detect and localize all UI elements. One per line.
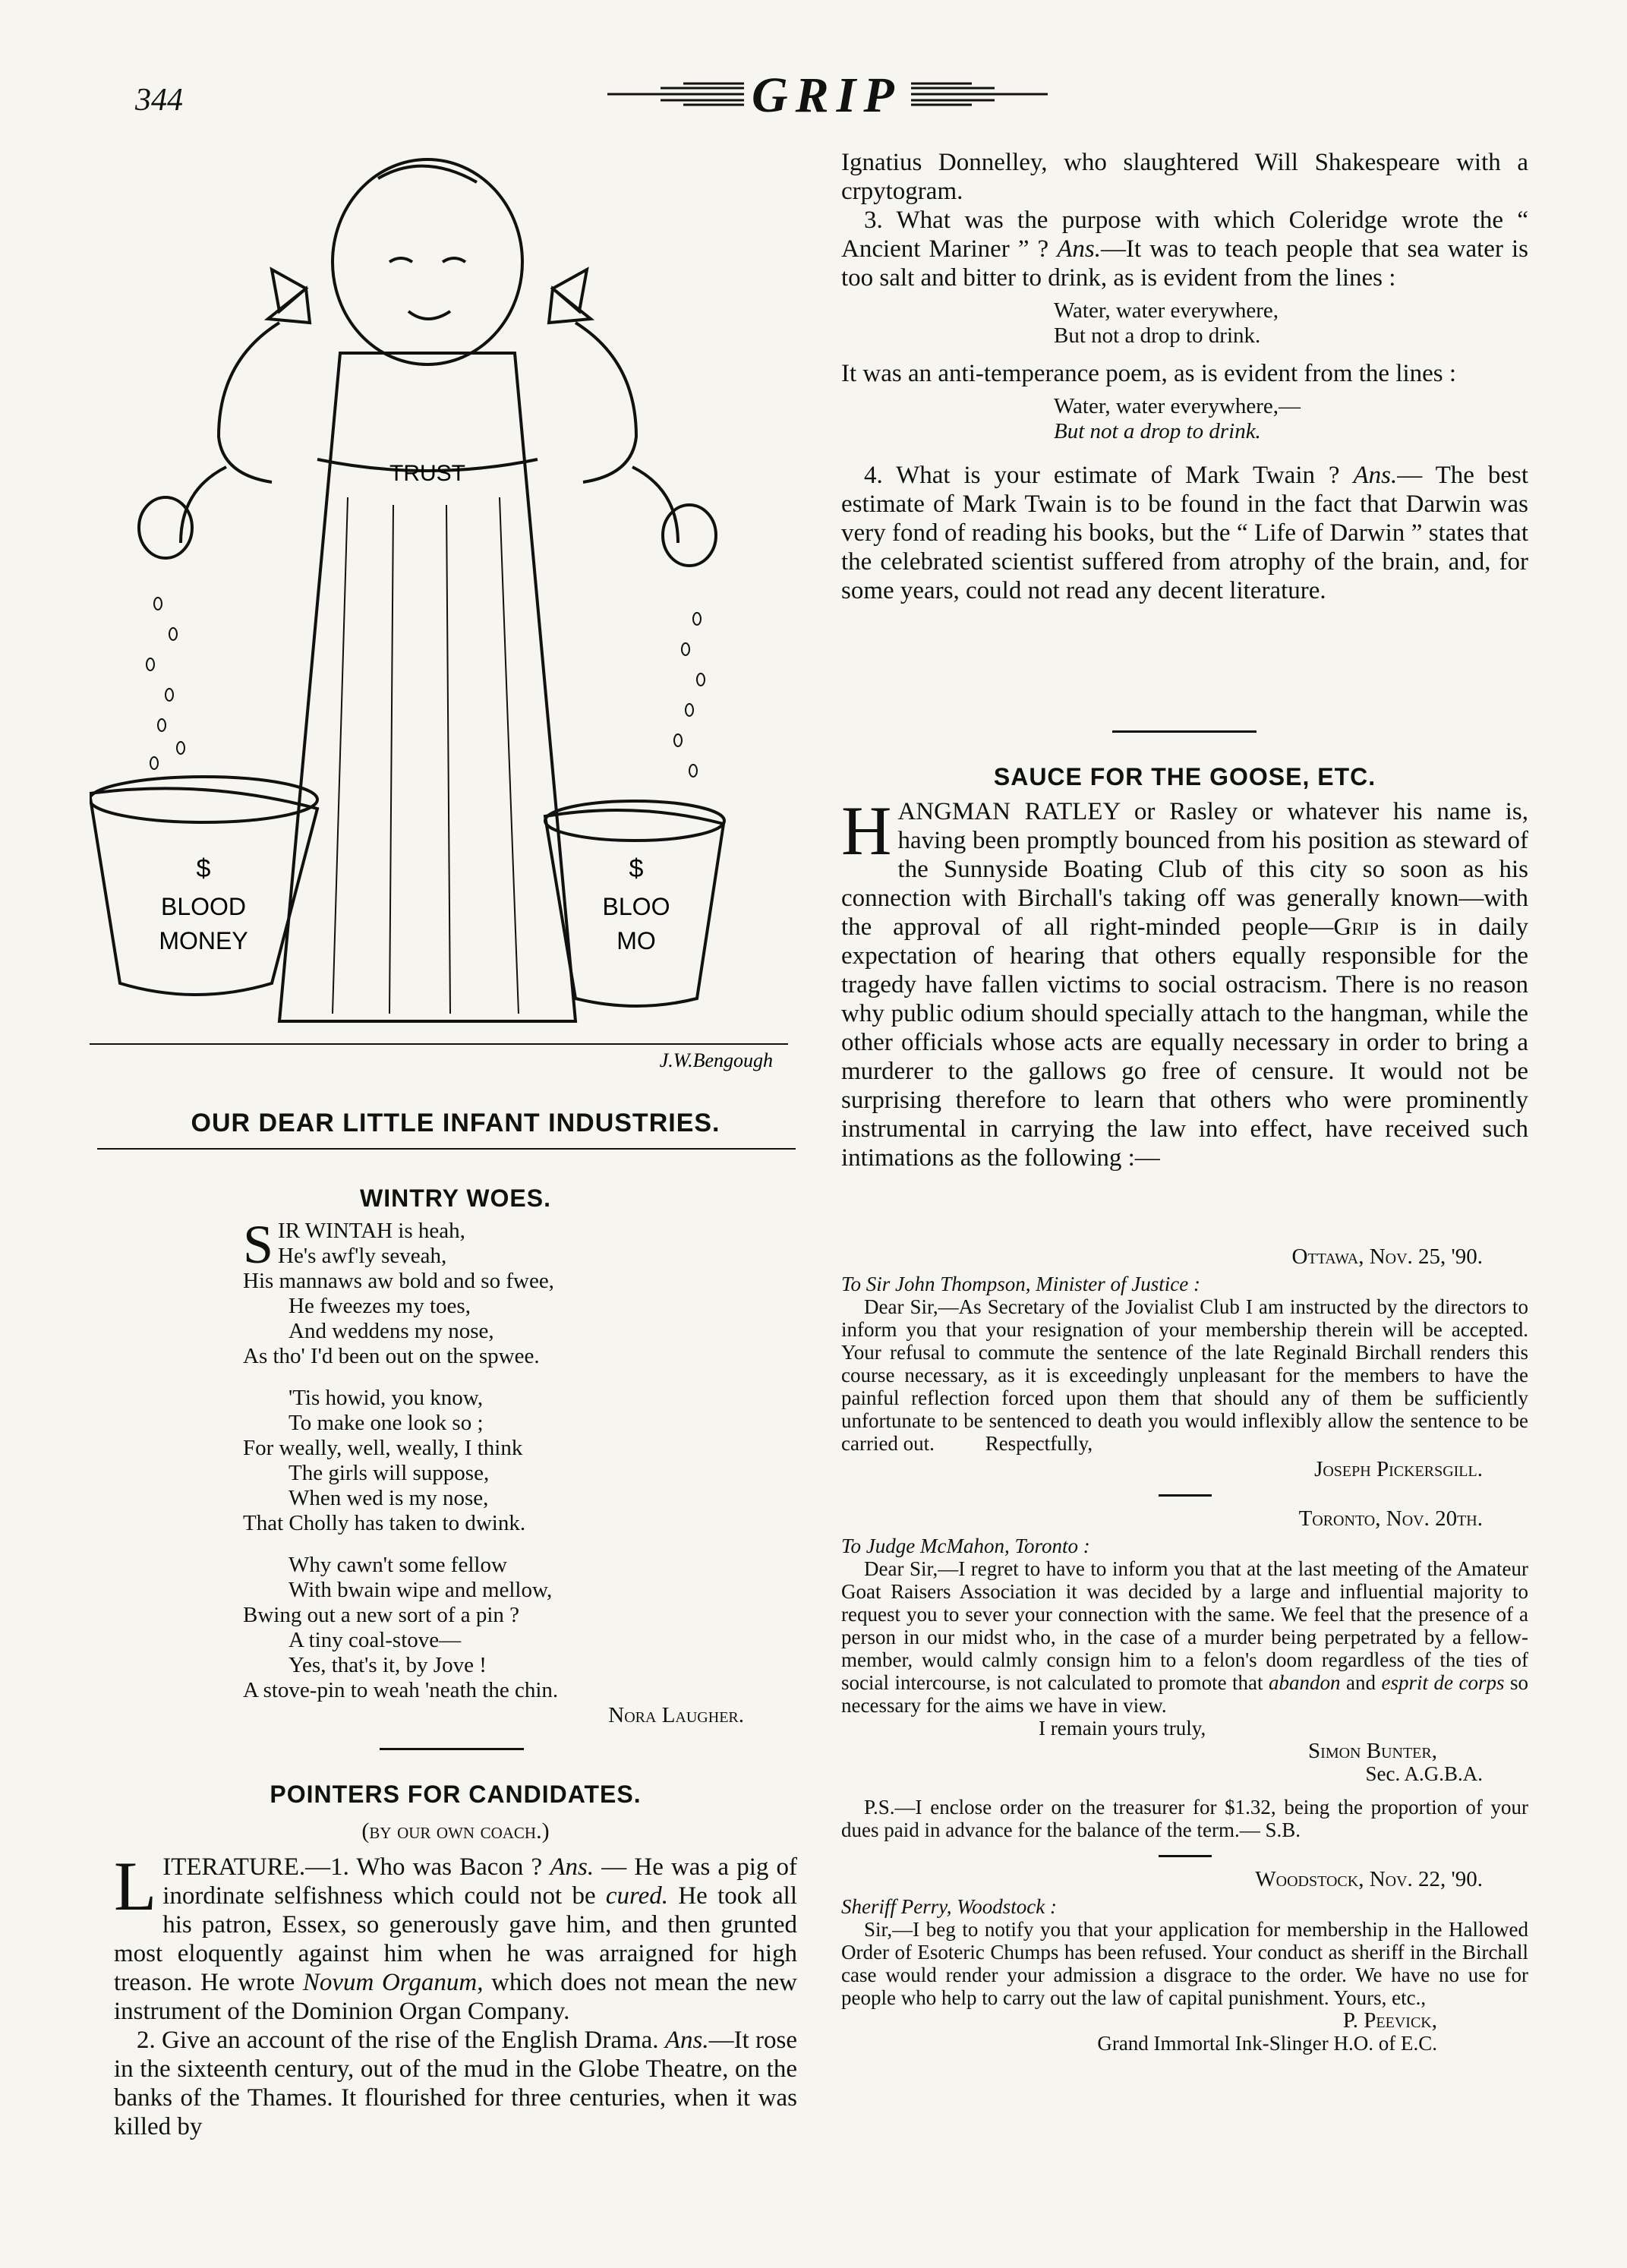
- sauce-body: [841, 792, 1528, 1172]
- line: He's awf'ly seveah,: [278, 1244, 447, 1268]
- masthead: [592, 67, 1063, 123]
- line: Bwing out a new sort of a pin ?: [243, 1603, 520, 1627]
- line: Yes, that's it, by Jove !: [289, 1653, 487, 1677]
- letter-2-dateline: Toronto, Nov. 20th.: [1298, 1506, 1483, 1531]
- question-4: 4. What is your estimate of Mark Twain ? Ans.— The best estimate of Mark Twain is to be found in the fact that Darwin was very fond of reading his books, but the “ Life of Darwin ” states that the celebrated scientist suffered from atrophy of the brain, and, for some years, could not read any decent literature.: [841, 462, 1529, 604]
- artist-signature: J.W.Bengough: [659, 1049, 773, 1071]
- letter-2-postscript: P.S.—I enclose order on the treasurer for $1.32, being the proportion of your dues paid in advance for the balance of the term.— S.B.: [841, 1796, 1528, 1841]
- divider: [1159, 1855, 1212, 1857]
- letter-3-dateline: Woodstock, Nov. 22, '90.: [1255, 1867, 1483, 1891]
- line: That Cholly has taken to dwink.: [243, 1511, 526, 1535]
- dropcap: H: [841, 792, 892, 869]
- line: A stove-pin to weah 'neath the chin.: [243, 1678, 559, 1702]
- letter-3-signature: P. Peevick,: [1342, 2008, 1437, 2033]
- continued-text: Ignatius Donnelley, who slaughtered Will Shakespeare with a crpytogram.: [841, 149, 1528, 205]
- stanza-1: [243, 1214, 774, 1369]
- sash-text: TRUST: [389, 461, 465, 486]
- letter-2-closing: I remain yours truly,: [1039, 1717, 1206, 1740]
- line: The girls will suppose,: [289, 1461, 490, 1485]
- stanza-3: [243, 1553, 774, 1703]
- line: For weally, well, weally, I think: [243, 1436, 523, 1460]
- divider: [380, 1748, 524, 1750]
- line: With bwain wipe and mellow,: [289, 1578, 553, 1602]
- letter-1-signature: Joseph Pickersgill.: [1314, 1457, 1483, 1481]
- sauce-intro: HANGMAN RATLEY or Rasley or whatever his name is, having been promptly bounced from his position as steward of the Sunnyside Boating Club of this city so soon as his connection with Birchall's taking off was generally known—with the approval of all right-minded people—Grip is in daily expectation of hearing that others equally responsible for the tragedy have fallen victims to social ostracism. There is no reason why public odium should specially attach to the hangman, while the other officials whose acts are equally necessary in order to bring a murderer to the gallows go free of censure. It would not be surprising therefore to learn that others who were prominently instrumental in carrying the law into effect, have received such intimations as the following :—: [841, 792, 1528, 1172]
- masthead-title: GRIP: [752, 68, 902, 123]
- cartoon-caption: OUR DEAR LITTLE INFANT INDUSTRIES.: [191, 1109, 720, 1137]
- line: As tho' I'd been out on the spwee.: [243, 1344, 540, 1368]
- poem-author: Nora Laugher.: [608, 1703, 744, 1727]
- letter-2-body: Dear Sir,—I regret to have to inform you that at the last meeting of the Amateur Goat Raisers Association it was decided by a large and influential majority to request you to sever your connection with the same. We feel that the presence of a person in our midst who, in the case of a murder being perpetrated by a fellow-member, would calmly consign him to a felon's doom regardless of the ties of social intercourse, is not calculated to promote that abandon and esprit de corps so necessary for the aims we have in view.: [841, 1557, 1529, 1717]
- divider: [97, 1148, 796, 1150]
- line: Why cawn't some fellow: [289, 1553, 507, 1577]
- letter-2-signature: Simon Bunter,: [1308, 1739, 1437, 1763]
- sauce-title: SAUCE FOR THE GOOSE, ETC.: [993, 763, 1376, 790]
- wintry-poem: [243, 1214, 774, 1728]
- letter-1-body: Dear Sir,—As Secretary of the Jovialist Club I am instructed by the directors to inform you that your resignation of your membership therein will be accepted. Your refusal to commute the sentence of the late Reginald Birchall renders this course necessary, as it is exceedingly unpleasant for the members to have the painful reflection forced upon them that should any of them be sufficiently unfortunate to be sentenced to death you would inflexibly allow the sentence to be carried out. Respectfully,: [841, 1295, 1528, 1455]
- bucket-right-symbol: $: [629, 854, 644, 883]
- pointers-subtitle: (by our own coach.): [361, 1819, 550, 1844]
- dropcap: L: [114, 1847, 157, 1925]
- mid-text: It was an anti-temperance poem, as is evident from the lines :: [841, 360, 1457, 387]
- quote-2: Water, water everywhere,— But not a drop to drink.: [1054, 394, 1301, 443]
- bucket-right-line2: MO: [616, 927, 656, 954]
- letter-3-recipient: Sheriff Perry, Woodstock :: [841, 1895, 1057, 1918]
- right-column-top: [841, 148, 1528, 605]
- line: He fweezes my toes,: [289, 1294, 471, 1318]
- letter-3-title: Grand Immortal Ink-Slinger H.O. of E.C.: [1097, 2032, 1437, 2055]
- bucket-left-symbol: $: [196, 854, 211, 883]
- pointers-body: [114, 1847, 798, 2141]
- line: His mannaws aw bold and so fwee,: [243, 1269, 554, 1293]
- letter-3-body: Sir,—I beg to notify you that your application for membership in the Hallowed Order of Esoteric Chumps has been refused. Your conduct as sheriff in the Birchall case would render your admission a disgrace to the order. We have no use for people who help to carry out the law of capital punishment. Yours, etc.,: [841, 1918, 1528, 2009]
- line: To make one look so ;: [289, 1411, 484, 1435]
- page-number: 344: [135, 83, 183, 118]
- dropcap: S: [243, 1214, 274, 1275]
- letter-2-recipient: To Judge McMahon, Toronto :: [841, 1535, 1090, 1557]
- line: 'Tis howid, you know,: [289, 1386, 484, 1410]
- letter-1-dateline: Ottawa, Nov. 25, '90.: [1291, 1244, 1483, 1269]
- divider: [1112, 730, 1257, 733]
- line: A tiny coal-stove—: [289, 1628, 462, 1652]
- letter-1-recipient: To Sir John Thompson, Minister of Justice :: [841, 1273, 1201, 1295]
- line: IR WINTAH is heah,: [278, 1219, 465, 1243]
- letters: [841, 1245, 1528, 2055]
- letter-2-title: Sec. A.G.B.A.: [1365, 1762, 1483, 1785]
- quote-1: Water, water everywhere, But not a drop to drink.: [1054, 298, 1279, 348]
- bucket-left-line2: MONEY: [159, 927, 248, 954]
- cartoon-drawing: [90, 148, 796, 1090]
- stanza-2: [243, 1386, 774, 1536]
- cartoon-illustration: [90, 148, 796, 1090]
- question-3: 3. What was the purpose with which Coleridge wrote the “ Ancient Mariner ” ? Ans.—It was to teach people that sea water is too salt and bitter to drink, as is evident from the lines :: [841, 207, 1528, 292]
- bucket-right-line1: BLOO: [602, 893, 670, 920]
- question-2: 2. Give an account of the rise of the English Drama. Ans.—It rose in the sixteenth century, out of the mud in the Globe Theatre, on the banks of the Thames. It flourished for three centuries, when it was killed by: [114, 2027, 798, 2140]
- pointers-title: POINTERS FOR CANDIDATES.: [270, 1781, 642, 1808]
- line: And weddens my nose,: [289, 1319, 494, 1343]
- bucket-left-line1: BLOOD: [160, 893, 247, 920]
- wintry-title: WINTRY WOES.: [360, 1184, 551, 1212]
- line: When wed is my nose,: [289, 1486, 489, 1510]
- question-1: LITERATURE.—1. Who was Bacon ? Ans. — He was a pig of inordinate selfishness which could not be cured. He took all his patron, Essex, so generously gave him, and then grunted most eloquently against him when he was arraigned for high treason. He wrote Novum Organum, which does not mean the new instrument of the Dominion Organ Company.: [114, 1847, 798, 2025]
- divider: [1159, 1494, 1212, 1497]
